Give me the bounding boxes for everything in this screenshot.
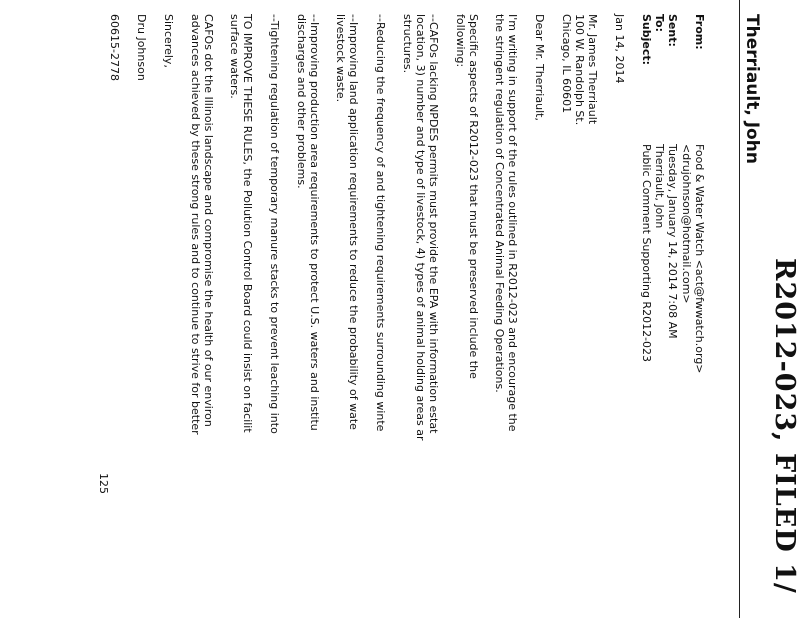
filing-stamp: R2012-023, FILED 1/ — [769, 258, 800, 594]
letter-date: Jan 14, 2014 — [613, 14, 626, 84]
subject-value: Public Comment Supporting R2012-023 — [640, 144, 653, 363]
paragraph-line: the stringent regulation of Concentrated Animal Feeding Operations. — [493, 14, 506, 393]
paragraph-line: advances achieved by these strong rules and to continue to strive for better — [189, 14, 202, 435]
bullet-line: --Reducing the frequency of and tightening requirements surrounding winte — [374, 14, 387, 432]
recipient-street: 100 W. Randolph St. — [573, 14, 586, 126]
bullet-line: --Improving production area requirements to protect U.S. waters and institu — [308, 14, 321, 431]
bullet-line: structures. — [401, 14, 414, 74]
paragraph-line: following: — [454, 14, 467, 68]
paragraph-line: I'm writing in support of the rules outlined in R2012-023 and encourage the — [506, 14, 519, 432]
header-divider — [739, 0, 740, 618]
salutation: Dear Mr. Therriault, — [533, 14, 546, 121]
bullet-line: discharges and other problems. — [295, 14, 308, 189]
paragraph-line: CAFOs dot the Illinois landscape and compromise the health of our environ — [202, 14, 215, 427]
sent-value: Tuesday, January 14, 2014 7:08 AM — [666, 144, 679, 339]
to-value: Therriault, John — [653, 144, 666, 229]
paragraph-line: surface waters. — [228, 14, 241, 99]
signer-zip: 60615-2778 — [108, 14, 121, 81]
subject-label: Subject: — [640, 14, 653, 66]
bullet-line: --CAFOs lacking NPDES permits must provide the EPA with information estat — [427, 14, 440, 434]
sent-label: Sent: — [666, 14, 679, 47]
from-label: From: — [693, 14, 706, 50]
page-number: 125 — [97, 473, 110, 494]
bullet-line: --Improving land application requirements to reduce the probability of wate — [347, 14, 360, 430]
bullet-line: livestock waste. — [334, 14, 347, 103]
recipient-city: Chicago, IL 60601 — [560, 14, 573, 114]
from-email: <drujohnson@hotmail.com> — [680, 144, 693, 304]
paragraph-line: TO IMPROVE THESE RULES, the Pollution Control Board could insist on facilit — [241, 14, 254, 433]
bullet-line: --Tightening regulation of temporary manure stacks to prevent leaching into — [268, 14, 281, 434]
to-label: To: — [653, 14, 666, 32]
paragraph-line: Specific aspects of R2012-023 that must be preserved include the — [467, 14, 480, 379]
closing: Sincerely, — [162, 14, 175, 68]
bullet-line: location, 3) number and type of livestock, 4) types of animal holding areas ar — [414, 14, 427, 441]
sender-name: Therriault, John — [742, 14, 762, 164]
signer-name: Dru Johnson — [135, 14, 148, 81]
recipient-name: Mr. James Therriault — [586, 14, 599, 125]
from-value: Food & Water Watch <act@fwwatch.org> — [693, 144, 706, 374]
